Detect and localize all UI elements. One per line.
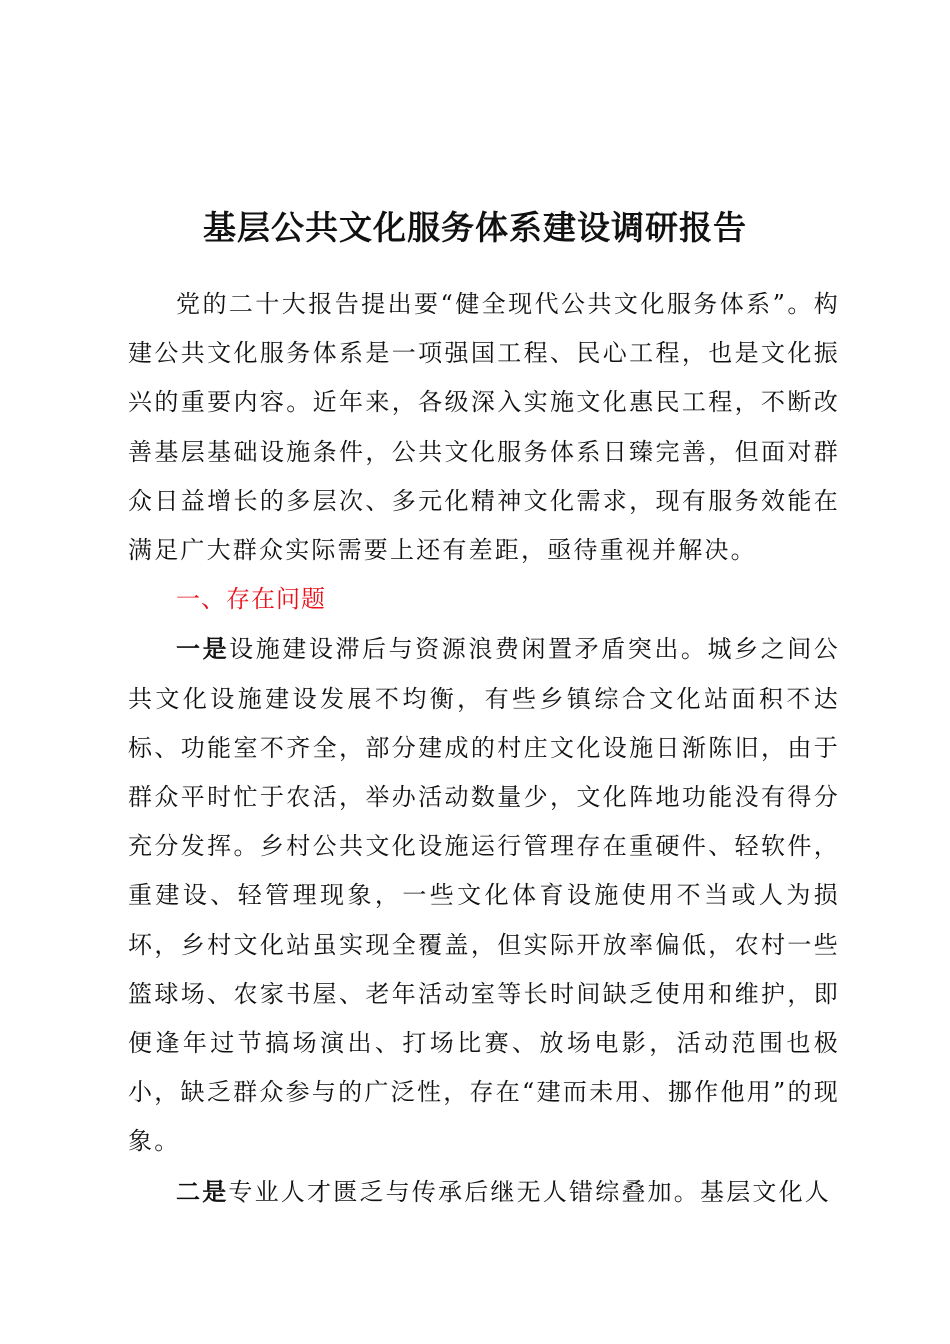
paragraph-text-2: 专业人才匮乏与传承后继无人错综叠加。基层文化人 [228,1177,832,1206]
problem-paragraph-2 [128,1167,840,1217]
paragraph-lead-1: 一是 [176,634,230,664]
document-body [128,280,840,1217]
paragraph-text-1: 设施建设滞后与资源浪费闲置矛盾突出。城乡之间公共文化设施建设发展不均衡，有些乡镇综合文化站面积不达标、功能室不齐全，部分建成的村庄文化设施日渐陈旧，由于群众平时忙于农活，举办活动数量少，文化阵地功能没有得分充分发挥。乡村公共文化设施运行管理存在重硬件、轻软件，重建设、轻管理现象，一些文化体育设施使用不当或人为损坏，乡村文化站虽实现全覆盖，但实际开放率偏低，农村一些篮球场、农家书屋、老年活动室等长时间缺乏使用和维护，即便逢年过节搞场演出、打场比赛、放场电影，活动范围也极小，缺乏群众参与的广泛性，存在“建而未用、挪作他用”的现象。 [128,635,840,1156]
paragraph-lead-2: 二是 [176,1176,229,1206]
section-heading-problems: 一、存在问题 [176,585,326,614]
intro-paragraph: 党的二十大报告提出要“健全现代公共文化服务体系”。构建公共文化服务体系是一项强国工程、民心工程，也是文化振兴的重要内容。近年来，各级深入实施文化惠民工程，不断改善基层基础设施条件，公共文化服务体系日臻完善，但面对群众日益增长的多层次、多元化精神文化需求，现有服务效能在满足广大群众实际需要上还有差距，亟待重视并解决。 [128,290,840,565]
problem-paragraph-1 [128,624,840,1166]
document-title: 基层公共文化服务体系建设调研报告 [203,208,747,247]
